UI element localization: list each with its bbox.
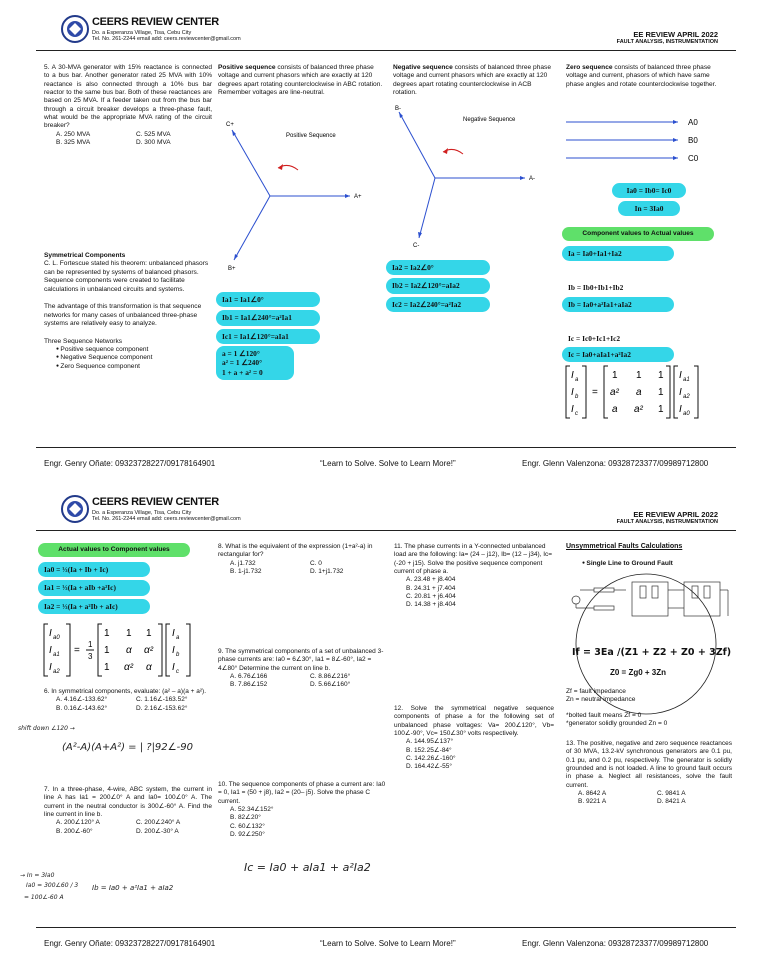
term: Zero sequence (566, 64, 613, 71)
svg-text:1: 1 (104, 628, 110, 639)
svg-text:b: b (575, 394, 579, 400)
actual-to-component-title: Actual values to Component values (38, 543, 190, 557)
svg-text:I: I (49, 645, 52, 656)
question-13-text: 13. The positive, negative and zero sequence reactances of 30 MVA, 13.2-kV synchronous generators are 0.1 pu, 0.1 pu, and 0.2 pu, respectively. The generator is solidly grounded and is not loaded. A line to ground fault occurs in phase a. Neglect all resistances, solve the fault current. (566, 740, 732, 789)
phasor-label: B- (395, 106, 401, 112)
exam-topic: FAULT ANALYSIS, INSTRUMENTATION (616, 519, 718, 526)
svg-text:a0: a0 (683, 411, 690, 417)
equation: Ia0 = ⅓(Ia + Ib + Ic) (38, 562, 150, 577)
section-heading: Unsymmetrical Faults Calculations (566, 543, 683, 550)
option-a: A. j1.732 (230, 559, 256, 567)
center-address: Do. a Esperanza Village, Tisa, Cebu City (92, 509, 192, 516)
svg-text:a1: a1 (53, 652, 60, 658)
fault-current-formula: If = 3Ea /(Z1 + Z2 + Z0 + 3Zf) (572, 647, 732, 658)
negative-sequence-text (393, 64, 553, 98)
question-12 (394, 705, 554, 772)
question-10-text: 10. The sequence components of phase a current are: Ia0 = 0, Ia1 = (50 + j8), Ia2 = (20– j5). Solve the phase C current. (218, 781, 386, 805)
svg-text:I: I (49, 662, 52, 673)
option-d: D. 14.38 + j8.404 (406, 601, 456, 609)
svg-text:I: I (679, 387, 682, 398)
question-8-text: 8. What is the equivalent of the expression (1+a²-a) in rectangular for? (218, 543, 373, 559)
symmetrical-components-section (44, 252, 212, 371)
negative-equations (386, 260, 490, 312)
question-9 (218, 648, 386, 690)
svg-text:a2: a2 (53, 669, 60, 675)
svg-text:I: I (49, 628, 52, 639)
option-b: B. 325 MVA (56, 138, 91, 146)
svg-text:=: = (74, 645, 80, 656)
question-10 (218, 781, 386, 839)
question-7-text: 7. In a three-phase, 4-wire, ABC system, the current in line A has Ia1 = 200∠0° A and Ia0= 100∠0° A. The current in the neutral conductor is 300∠-60° A. Find the line current in line b. (44, 786, 212, 818)
description: consists of balanced three phase voltage and current phasors which are exactly at 120 degrees apart rotating counterclockwise in ABC rotation. Remember voltages are line-neutral. (218, 64, 383, 97)
note: Zf = fault impedance (566, 688, 626, 695)
inverse-matrix-equation (40, 620, 208, 680)
footer-contact-left: Engr. Genry Oñate: 09323728227/09178164901 (44, 939, 216, 948)
option-d: D. 8421 A (657, 798, 686, 806)
svg-text:1: 1 (636, 370, 642, 381)
phasor-label: A0 (688, 118, 698, 127)
description: consists of balanced three phase voltage and current, phasors of which have same phase angles and rotate counterclockwise together. (566, 64, 717, 88)
handwritten-note: Ib = Ia0 + a²Ia1 + aIa2 (92, 884, 174, 892)
exam-title: EE REVIEW APRIL 2022 (633, 30, 718, 39)
equation: Ia0 = Ib0= Ic0 (612, 183, 686, 198)
svg-text:a2: a2 (683, 394, 690, 400)
center-name: CEERS REVIEW CENTER (92, 16, 219, 28)
svg-text:α²: α² (144, 645, 154, 656)
fault-notes (566, 688, 736, 729)
svg-text:I: I (172, 628, 175, 639)
option-d: D. 200∠-30° A (136, 827, 179, 835)
question-6 (44, 688, 212, 713)
handwritten-note: → In = 3Ia0 (20, 872, 55, 879)
equation: Ib2 = Ia2∠120°=aIa2 (386, 278, 490, 293)
footer-contact-right: Engr. Glenn Valenzona: 09328723377/09989712800 (522, 939, 709, 948)
center-contact: Tel. No. 261-2244 email add: ceers.reviewcenter@gmail.com (92, 516, 241, 523)
option-d: D. 92∠250° (230, 830, 265, 838)
option-a: A. 8642 A (578, 789, 607, 797)
svg-text:a²: a² (610, 387, 619, 398)
option-a: A. 6.76∠166 (230, 672, 268, 680)
equation: Ia2 = Ia2∠0° (386, 260, 490, 275)
option-b: B. 0.16∠-143.62° (56, 704, 108, 712)
equation: 1 + a + a² = 0 (222, 367, 263, 377)
footer-motto: “Learn to Solve. Solve to Learn More!” (320, 939, 456, 948)
svg-text:b: b (176, 652, 180, 658)
option-a: A. 23.48 + j8.404 (406, 576, 456, 584)
equation: Ib = Ib0+Ib1+Ib2 (568, 283, 624, 293)
phasor-label: C0 (688, 154, 699, 163)
svg-text:I: I (172, 662, 175, 673)
option-b: B. 200∠-60° (56, 827, 93, 835)
svg-text:I: I (571, 387, 574, 398)
positive-sequence-text (218, 64, 383, 98)
option-b: B. 7.86∠152 (230, 681, 268, 689)
paragraph: C. L. Fortescue stated his theorem: unbalanced phasors can be represented by systems of balanced phasors. Sequence components were created to facilitate calculations in unbalanced circuits and systems. (44, 260, 209, 293)
option-c: C. 142.26∠-160° (406, 754, 456, 762)
equation: Ic2 = Ia2∠240°=a²Ia2 (386, 297, 490, 312)
option-c: C. 200∠240° A (136, 819, 181, 827)
note: Zn = neutral impedance (566, 696, 636, 704)
handwritten-note: (A²-A)(A+A²) = | ?|92∠-90 (62, 742, 193, 753)
option-c: C. 8.86∠216° (310, 672, 351, 680)
page-2 (0, 480, 768, 960)
center-name: CEERS REVIEW CENTER (92, 496, 219, 508)
component-to-actual-title: Component values to Actual values (562, 227, 714, 241)
equation: Ia1 = ⅓(Ia + aIb +a²Ic) (38, 580, 150, 595)
svg-text:I: I (679, 404, 682, 415)
svg-text:1: 1 (658, 387, 664, 398)
positive-sequence-diagram (218, 112, 383, 272)
svg-text:1: 1 (88, 640, 93, 649)
matrix-equation (562, 362, 722, 422)
option-d: D. 300 MVA (136, 138, 171, 146)
svg-text:I: I (571, 370, 574, 381)
question-5 (44, 64, 212, 147)
zero-sequence-text (566, 64, 726, 89)
svg-text:=: = (592, 387, 598, 398)
equation: Ib1 = Ia1∠240°=a²Ia1 (216, 310, 320, 325)
header (24, 494, 744, 530)
center-address: Do. a Esperanza Village, Tisa, Cebu City (92, 29, 192, 36)
equation: Ic1 = Ia1∠120°=aIa1 (216, 329, 320, 344)
svg-text:1: 1 (104, 662, 110, 673)
exam-topic: FAULT ANALYSIS, INSTRUMENTATION (616, 39, 718, 46)
description: consists of balanced three phase voltage and current phasors which are exactly at 120 degrees apart rotating counterclockwise in ACB rotation. (393, 64, 551, 97)
svg-text:c: c (575, 411, 578, 417)
list-item: ● Negative Sequence component (56, 354, 212, 362)
handwritten-note: = 100∠-60 A (24, 894, 64, 901)
center-contact: Tel. No. 261-2244 email add: ceers.reviewcenter@gmail.com (92, 36, 241, 43)
equation: Ia1 = Ia1∠0° (216, 292, 320, 307)
option-c: C. 0 (310, 559, 322, 567)
list-item: ● Single Line to Ground Fault (582, 560, 736, 568)
equation: a² = 1 ∠240° (222, 358, 263, 368)
ceers-logo (60, 494, 90, 524)
list-item: ● Positive sequence component (56, 346, 212, 354)
phasor-label: C- (413, 243, 420, 249)
svg-text:α: α (126, 645, 132, 656)
note: *generator solidly grounded Zn = 0 (566, 720, 668, 728)
term: Positive sequence (218, 64, 276, 71)
note: *bolted fault means Zf = 0 (566, 711, 642, 719)
footer-divider (36, 927, 736, 928)
svg-text:1: 1 (658, 404, 664, 415)
footer-motto: “Learn to Solve. Solve to Learn More!” (320, 459, 456, 468)
option-a: A. 52.34∠152° (230, 805, 274, 813)
question-13 (566, 740, 732, 807)
phasor-label: A+ (354, 194, 362, 200)
exam-title: EE REVIEW APRIL 2022 (633, 510, 718, 519)
equation: Ia2 = ⅓(Ia + a²Ib + aIc) (38, 599, 150, 614)
option-d: D. 5.66∠160° (310, 681, 351, 689)
question-7 (44, 786, 212, 836)
option-d: D. 164.42∠-55° (406, 763, 453, 771)
component-equations (38, 562, 150, 614)
equation: a = 1 ∠120° (222, 349, 260, 358)
paragraph: The advantage of this transformation is that sequence networks for many cases of unbalanced three-phase systems are relatively easy to analyze. (44, 303, 202, 328)
phasor-label: B+ (228, 266, 236, 272)
question-9-text: 9. The symmetrical components of a set of unbalanced 3-phase currents are: Ia0 = 6∠30°, Ia1 = 8∠-60°, Ia2 = 4∠80° Determine the current on line b. (218, 648, 384, 672)
a-operator-box (216, 346, 294, 380)
ceers-logo (60, 14, 90, 44)
positive-equations (216, 292, 320, 344)
option-a: A. 144.95∠137° (406, 738, 454, 746)
section-heading: Symmetrical Components (44, 252, 126, 259)
networks-title: Three Sequence Networks (44, 337, 123, 345)
zero-impedance-formula: Z0 = Zg0 + 3Zn (610, 668, 667, 677)
phasor-label: B0 (688, 136, 698, 145)
svg-text:a: a (176, 635, 180, 641)
question-12-text: 12. Solve the symmetrical negative sequence components of phase a for the following set of unbalanced phase voltages: Va= 200∠120°, Vb= 100∠-90°, Vc= 150∠30° volts respectively. (394, 705, 554, 737)
svg-text:α²: α² (124, 662, 134, 673)
svg-text:I: I (172, 645, 175, 656)
actual-equations (562, 246, 674, 362)
list-item: ● Zero Sequence component (56, 363, 212, 371)
handwritten-note: Ic = Ia0 + aIa1 + a²Ia2 (244, 861, 371, 874)
svg-text:a²: a² (634, 404, 643, 415)
option-b: B. 152.25∠-84° (406, 746, 452, 754)
option-c: C. 20.81 + j6.404 (406, 592, 456, 600)
svg-text:1: 1 (104, 645, 110, 656)
svg-text:I: I (679, 370, 682, 381)
svg-text:a0: a0 (53, 635, 60, 641)
option-d: D. 2.16∠-153.62° (136, 704, 188, 712)
svg-text:1: 1 (612, 370, 618, 381)
option-a: A. 200∠120° A (56, 819, 100, 827)
svg-text:c: c (176, 669, 179, 675)
footer-divider (36, 447, 736, 448)
option-c: C. 60∠132° (230, 822, 265, 830)
svg-text:a: a (575, 377, 579, 383)
equation: Ic = Ia0+aIa1+a²Ia2 (562, 347, 674, 362)
option-b: B. 1-j1.732 (230, 567, 262, 575)
question-11-text: 11. The phase currents in a Y-connected unbalanced load are the following: Ia= (24 – j12), Ib= (12 – j34), Ic= (-20 + j15). Solve the positive sequence component current of phase a. (394, 543, 553, 575)
term: Negative sequence (393, 64, 453, 71)
option-d: D. 1+j1.732 (310, 567, 344, 575)
option-a: A. 4.16∠-133.62° (56, 696, 108, 704)
diagram-title: Positive Sequence (286, 133, 336, 139)
svg-text:I: I (571, 404, 574, 415)
equation: Ia = Ia0+Ia1+Ia2 (562, 246, 674, 261)
option-b: B. 9221 A (578, 798, 607, 806)
handwritten-note: shift down ∠120 → (18, 725, 75, 732)
option-b: B. 24.31 + j7.404 (406, 584, 456, 592)
option-a: A. 250 MVA (56, 130, 91, 138)
question-5-text: 5. A 30-MVA generator with 15% reactance is connected to a bus bar. Another generator rated 25 MVA with 10% reactance is also connected through a 10% bus bar reactor to the same bus bar. Both of these reactances are based on 25 MVA. If a feeder taken out from the bus bar through a circuit breaker develops a three-phase fault, what would be the appropriate MVA rating of the circuit breaker? (44, 64, 212, 130)
option-c: C. 1.16∠-163.52° (136, 696, 188, 704)
svg-text:α: α (146, 662, 152, 673)
header-divider (36, 50, 736, 51)
diagram-title: Negative Sequence (463, 117, 516, 123)
svg-text:a1: a1 (683, 377, 690, 383)
equation: In = 3Ia0 (618, 201, 680, 216)
phasor-label: C+ (226, 122, 234, 128)
question-8 (218, 543, 386, 576)
option-c: C. 9841 A (657, 789, 686, 797)
question-11 (394, 543, 554, 610)
equation: Ic = Ic0+Ic1+Ic2 (568, 333, 621, 343)
option-b: B. 82∠20° (230, 814, 261, 822)
header (24, 14, 744, 50)
svg-text:1: 1 (126, 628, 132, 639)
phasor-label: A- (529, 176, 535, 182)
header-divider (36, 530, 736, 531)
question-6-text: 6. In symmetrical components, evaluate: (a² – a)(a + a²). (44, 688, 207, 695)
footer-contact-left: Engr. Genry Oñate: 09323728227/09178164901 (44, 459, 216, 468)
handwritten-note: Ia0 = 300∠60 / 3 (26, 882, 79, 889)
svg-text:3: 3 (88, 652, 93, 661)
svg-text:a: a (636, 387, 642, 398)
option-c: C. 525 MVA (136, 130, 171, 138)
equation: Ib = Ia0+a²Ia1+aIa2 (562, 297, 674, 312)
svg-text:1: 1 (146, 628, 152, 639)
svg-text:a: a (612, 404, 618, 415)
svg-text:1: 1 (658, 370, 664, 381)
zero-sequence-diagram (566, 112, 736, 168)
negative-sequence-diagram (393, 104, 553, 250)
footer-contact-right: Engr. Glenn Valenzona: 09328723377/09989712800 (522, 459, 709, 468)
